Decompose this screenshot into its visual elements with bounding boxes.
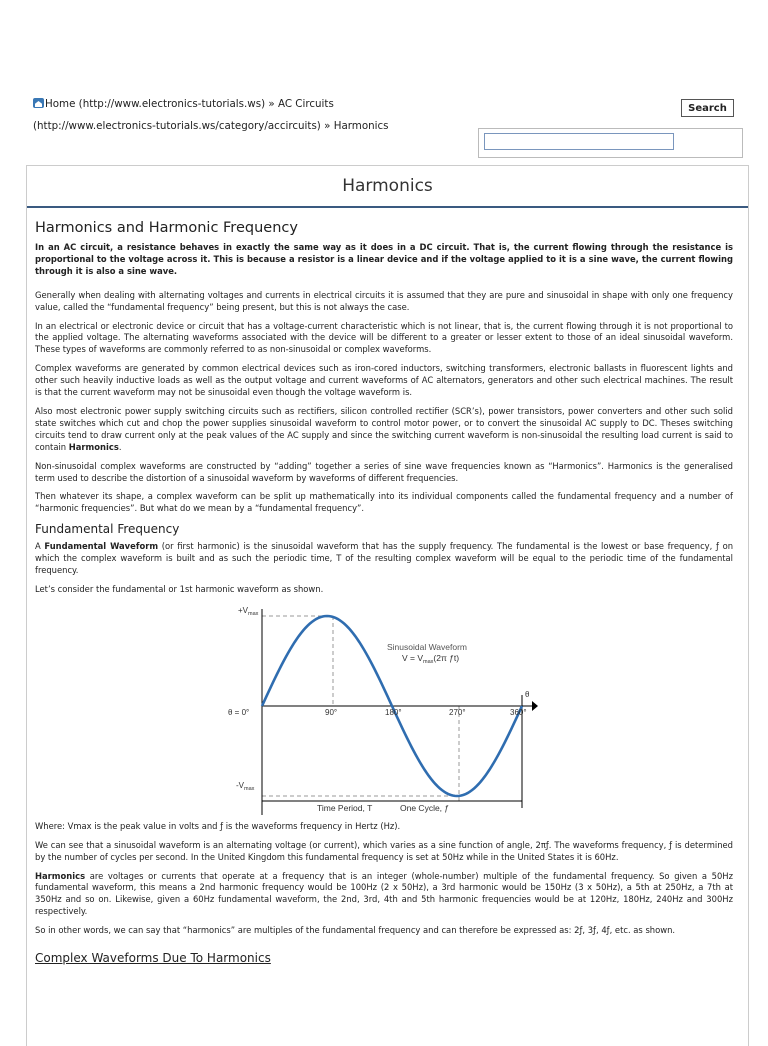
- theta-axis-label: θ: [525, 689, 530, 699]
- paragraph: Let’s consider the fundamental or 1st harmonic waveform as shown.: [35, 583, 324, 594]
- text-span: Also most electronic power supply switching circuits such as rectifiers, silicon controlled rectifier (SCR’s), power transistors, power converters and other such solid state switches which cut and chop the power supplies sinusoidal waveform to control motor power, or to convert the sinusoidal AC supply to DC. Theses switching circuits tend to draw current only at the peak values of the AC supply and since the switching current waveform is non-sinusoidal the resulting load current is said to contain: [35, 405, 733, 452]
- paragraph: [35, 541, 733, 577]
- search-input[interactable]: [484, 133, 674, 150]
- tick-270-label: 270°: [449, 707, 466, 717]
- tick-360-label: 360°: [510, 707, 527, 717]
- one-cycle-label: One Cycle, ƒ: [400, 802, 450, 813]
- text-span: A: [35, 541, 45, 552]
- vmax-neg-label: $-V_{max}$: [236, 780, 255, 792]
- bold-term: Harmonics: [35, 870, 86, 881]
- page-title: Harmonics: [342, 176, 433, 196]
- theta-zero-label: θ = 0°: [228, 707, 250, 717]
- paragraph: Generally when dealing with alternating voltages and currents in electrical circuits it is assumed that they are pure and sinusoidal in shape with only one frequency value, called the “fundamental frequency” being present, but this is not always the case.: [35, 289, 733, 312]
- paragraph: In an electrical or electronic device or circuit that has a voltage-current characteristic which is not linear, that is, the current flowing through it is not proportional to the applied voltage. The alternating waveforms associated with the device will be different to a greater or lesser extent to those of an ideal sinusoidal waveform. These types of waveforms are commonly referred to as non-sinusoidal or complex waveforms.: [35, 320, 733, 355]
- text-span: are voltages or currents that operate at a frequency that is an integer (whole-number) multiple of the fundamental frequency. So given a 50Hz fundamental waveform, this means a 2nd harmonic frequency would be 100Hz (2 x 50Hz), a 3rd harmonic would be 150Hz (3 x 50Hz), a 5th at 250Hz, a 7th at 350Hz and so on. Likewise, given a 60Hz fundamental waveform, the 2nd, 3rd, 4th and 5th harmonic frequencies would be at 120Hz, 180Hz, 240Hz and 300Hz respectively.: [35, 870, 733, 917]
- home-icon[interactable]: [33, 98, 44, 108]
- paragraph: [35, 406, 733, 454]
- breadcrumb-ac-circuits-link[interactable]: AC Circuits (http://www.electronics-tutorials.ws/category/accircuits): [33, 98, 334, 132]
- text-span: (or first harmonic) is the sinusoidal waveform that has the supply frequency. The fundamental is the lowest or base frequency, ƒ on which the complex waveform is built and as such the periodic time, Τ of the resulting complex waveform will be equal to the periodic time of the fundamental frequency.: [35, 541, 733, 576]
- breadcrumb-home-link[interactable]: Home (http://www.electronics-tutorials.ws): [45, 98, 266, 110]
- tick-180-label: 180°: [385, 707, 402, 717]
- section-heading: Harmonics and Harmonic Frequency: [35, 220, 298, 236]
- sine-waveform-figure: [220, 603, 540, 815]
- article-content: [35, 220, 733, 970]
- paragraph: Then whatever its shape, a complex waveform can be split up mathematically into its individual components called the fundamental frequency and a number of “harmonic frequencies”. But what do we mean by a “fundamental frequency”.: [35, 491, 733, 514]
- vmax-pos-label: $+V_{max}$: [238, 605, 259, 617]
- breadcrumb-current: Harmonics: [333, 120, 389, 132]
- paragraph: Where: Vmax is the peak value in volts and ƒ is the waveforms frequency in Hertz (Hz).: [35, 820, 401, 831]
- article-card: [26, 165, 749, 1046]
- paragraph: So in other words, we can say that “harmonics” are multiples of the fundamental frequency and can therefore be expressed as: 2ƒ, 3ƒ, 4ƒ, etc. as shown.: [35, 925, 676, 936]
- breadcrumb: [33, 93, 453, 137]
- search-button[interactable]: Search: [681, 99, 734, 117]
- paragraph: We can see that a sinusoidal waveform is an alternating voltage (or current), which varies as a sine function of angle, 2πƒ. The waveforms frequency, ƒ is determined by the number of cycles per second. In the United Kingdom this fundamental frequency is set at 50Hz while in the United States it is 60Hz.: [35, 839, 733, 862]
- paragraph: Non-sinusoidal complex waveforms are constructed by “adding” together a series of sine wave frequencies known as “Harmonics”. Harmonics is the generalised term used to describe the distortion of a sinusoidal waveform by waveforms of different frequencies.: [35, 460, 733, 483]
- text-span: .: [118, 441, 122, 452]
- waveform-formula: $V = V_{max}(2\pi$ ƒt): [402, 652, 460, 665]
- intro-paragraph: In an AC circuit, a resistance behaves in exactly the same way as it does in a DC circuit. That is, the current flowing through the resistance is proportional to the voltage across it. This is because a resistor is a linear device and if the voltage applied to it is a sine wave, the current flowing through it is also a sine wave.: [35, 242, 733, 276]
- tick-90-label: 90°: [325, 707, 338, 717]
- bold-term: Harmonics: [68, 441, 119, 452]
- bold-term: Fundamental Waveform: [44, 541, 159, 552]
- waveform-caption: Sinusoidal Waveform: [387, 641, 467, 652]
- subheading-complex-waveforms[interactable]: Complex Waveforms Due To Harmonics: [35, 951, 271, 966]
- subheading-fundamental: Fundamental Frequency: [35, 522, 180, 537]
- paragraph: Complex waveforms are generated by common electrical devices such as iron-cored inductors, switching transformers, electronic ballasts in fluorescent lights and other such heavily inductive loads as well as the output voltage and current waveforms of AC alternators, generators and other such electrical machines. The result is that the current waveform may not be sinusoidal even though the voltage waveform is.: [35, 363, 733, 398]
- breadcrumb-separator: »: [324, 120, 331, 132]
- title-divider: [27, 206, 748, 208]
- breadcrumb-separator: »: [268, 98, 275, 110]
- x-axis-arrow: [532, 701, 538, 711]
- time-period-label: Time Period, T: [317, 802, 373, 813]
- paragraph: [35, 871, 733, 919]
